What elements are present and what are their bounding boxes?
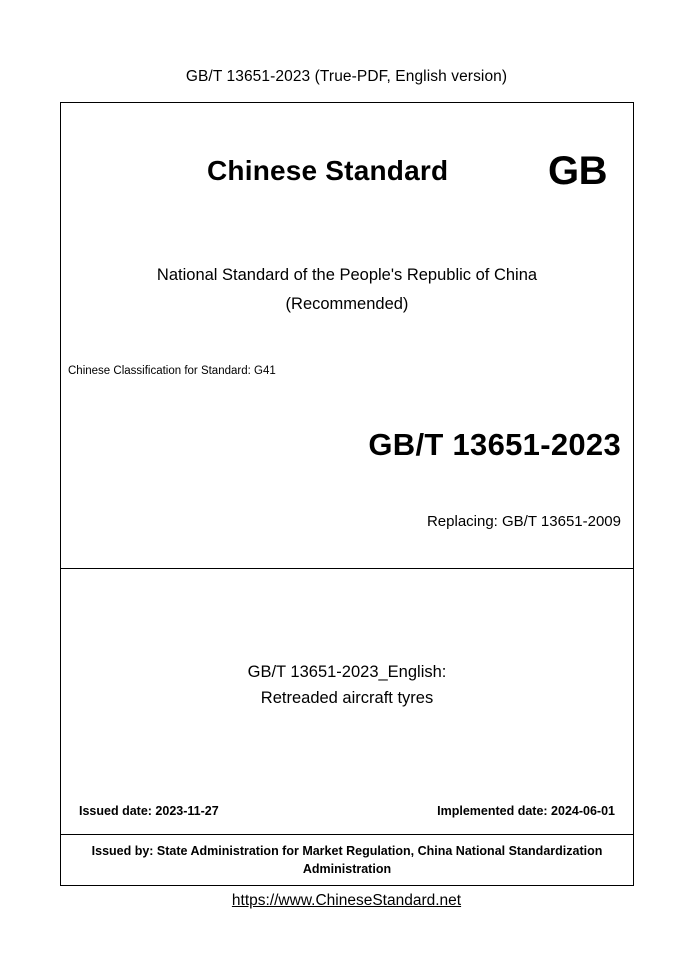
- document-header-line: GB/T 13651-2023 (True-PDF, English version): [185, 68, 508, 85]
- issued-by-text: Issued by: State Administration for Market Regulation, China National Standardization Administration: [91, 844, 603, 877]
- issued-date: Issued date: 2023-11-27: [79, 804, 219, 818]
- cover-bottom-section: [61, 835, 633, 885]
- english-title-line-1: GB/T 13651-2023_English:: [247, 663, 447, 681]
- cover-middle-section: [61, 569, 633, 835]
- standard-number: GB/T 13651-2023: [368, 426, 621, 462]
- english-title-block: [61, 569, 633, 712]
- title-row: [61, 103, 633, 191]
- cover-top-section: [61, 103, 633, 569]
- subtitle-block: [61, 261, 633, 319]
- subtitle-line-1: National Standard of the People's Republic of China: [156, 266, 538, 284]
- footer-website-link[interactable]: https://www.ChineseStandard.net: [231, 892, 462, 909]
- replacing-text: Replacing: GB/T 13651-2009: [426, 512, 621, 530]
- english-title-line-2: Retreaded aircraft tyres: [260, 689, 434, 708]
- subtitle-line-2: (Recommended): [285, 294, 409, 313]
- implemented-date: Implemented date: 2024-06-01: [437, 804, 615, 818]
- classification-text: Chinese Classification for Standard: G41: [68, 364, 276, 377]
- dates-row: [61, 804, 633, 818]
- gb-logo: GB: [548, 149, 607, 193]
- page-title: Chinese Standard: [207, 155, 449, 186]
- cover-box: [60, 102, 634, 886]
